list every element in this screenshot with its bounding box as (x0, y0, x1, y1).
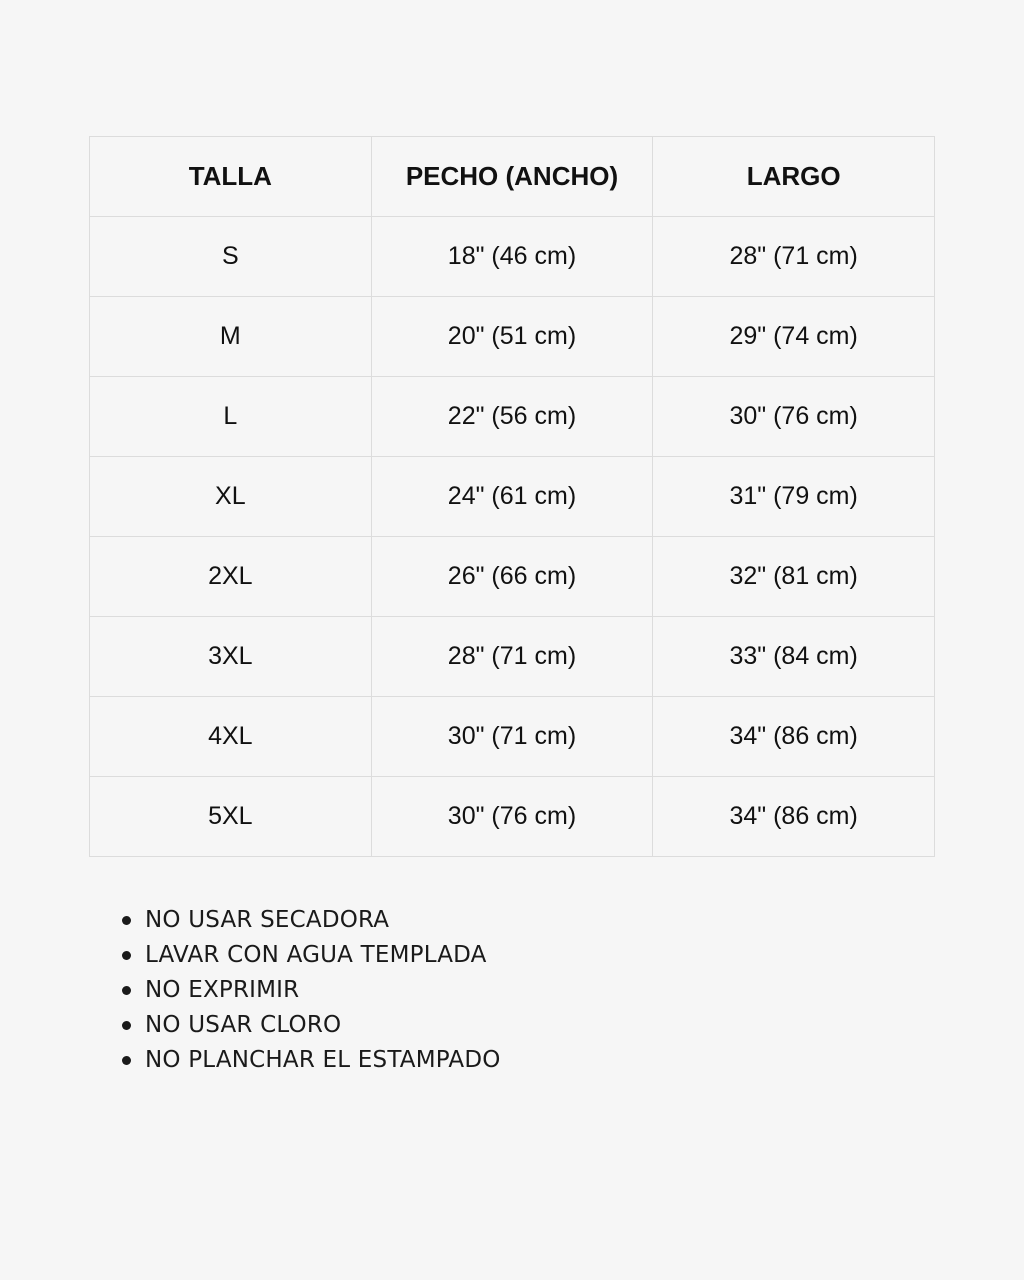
care-instruction-text: NO PLANCHAR EL ESTAMPADO (145, 1047, 501, 1073)
chest-cell: 18" (46 cm) (371, 217, 653, 297)
size-cell: S (90, 217, 372, 297)
bullet-icon (122, 986, 131, 995)
table-row (90, 297, 935, 377)
size-cell: L (90, 377, 372, 457)
table-row (90, 217, 935, 297)
list-item (120, 903, 501, 938)
size-cell: 2XL (90, 537, 372, 617)
size-cell: XL (90, 457, 372, 537)
list-item (120, 938, 501, 973)
list-item (120, 1043, 501, 1078)
size-cell: 4XL (90, 697, 372, 777)
care-instruction-text: NO USAR CLORO (145, 1012, 342, 1038)
care-instruction-text: LAVAR CON AGUA TEMPLADA (145, 942, 487, 968)
care-instructions-list (120, 903, 501, 1078)
chest-cell: 22" (56 cm) (371, 377, 653, 457)
header-largo: LARGO (653, 137, 935, 217)
size-cell: 3XL (90, 617, 372, 697)
length-cell: 28" (71 cm) (653, 217, 935, 297)
length-cell: 29" (74 cm) (653, 297, 935, 377)
size-cell: 5XL (90, 777, 372, 857)
length-cell: 30" (76 cm) (653, 377, 935, 457)
bullet-icon (122, 916, 131, 925)
table-row (90, 537, 935, 617)
chest-cell: 26" (66 cm) (371, 537, 653, 617)
length-cell: 31" (79 cm) (653, 457, 935, 537)
size-cell: M (90, 297, 372, 377)
table-row (90, 617, 935, 697)
chest-cell: 30" (76 cm) (371, 777, 653, 857)
list-item (120, 973, 501, 1008)
list-item (120, 1008, 501, 1043)
table-row (90, 697, 935, 777)
bullet-icon (122, 1021, 131, 1030)
size-chart-table (89, 136, 935, 857)
care-instruction-text: NO USAR SECADORA (145, 907, 390, 933)
table-row (90, 777, 935, 857)
length-cell: 34" (86 cm) (653, 777, 935, 857)
chest-cell: 28" (71 cm) (371, 617, 653, 697)
length-cell: 34" (86 cm) (653, 697, 935, 777)
length-cell: 33" (84 cm) (653, 617, 935, 697)
table-row (90, 457, 935, 537)
length-cell: 32" (81 cm) (653, 537, 935, 617)
bullet-icon (122, 951, 131, 960)
header-pecho: PECHO (ANCHO) (371, 137, 653, 217)
care-instruction-text: NO EXPRIMIR (145, 977, 300, 1003)
bullet-icon (122, 1056, 131, 1065)
table-row (90, 377, 935, 457)
chest-cell: 24" (61 cm) (371, 457, 653, 537)
table-header-row (90, 137, 935, 217)
chest-cell: 30" (71 cm) (371, 697, 653, 777)
header-talla: TALLA (90, 137, 372, 217)
chest-cell: 20" (51 cm) (371, 297, 653, 377)
